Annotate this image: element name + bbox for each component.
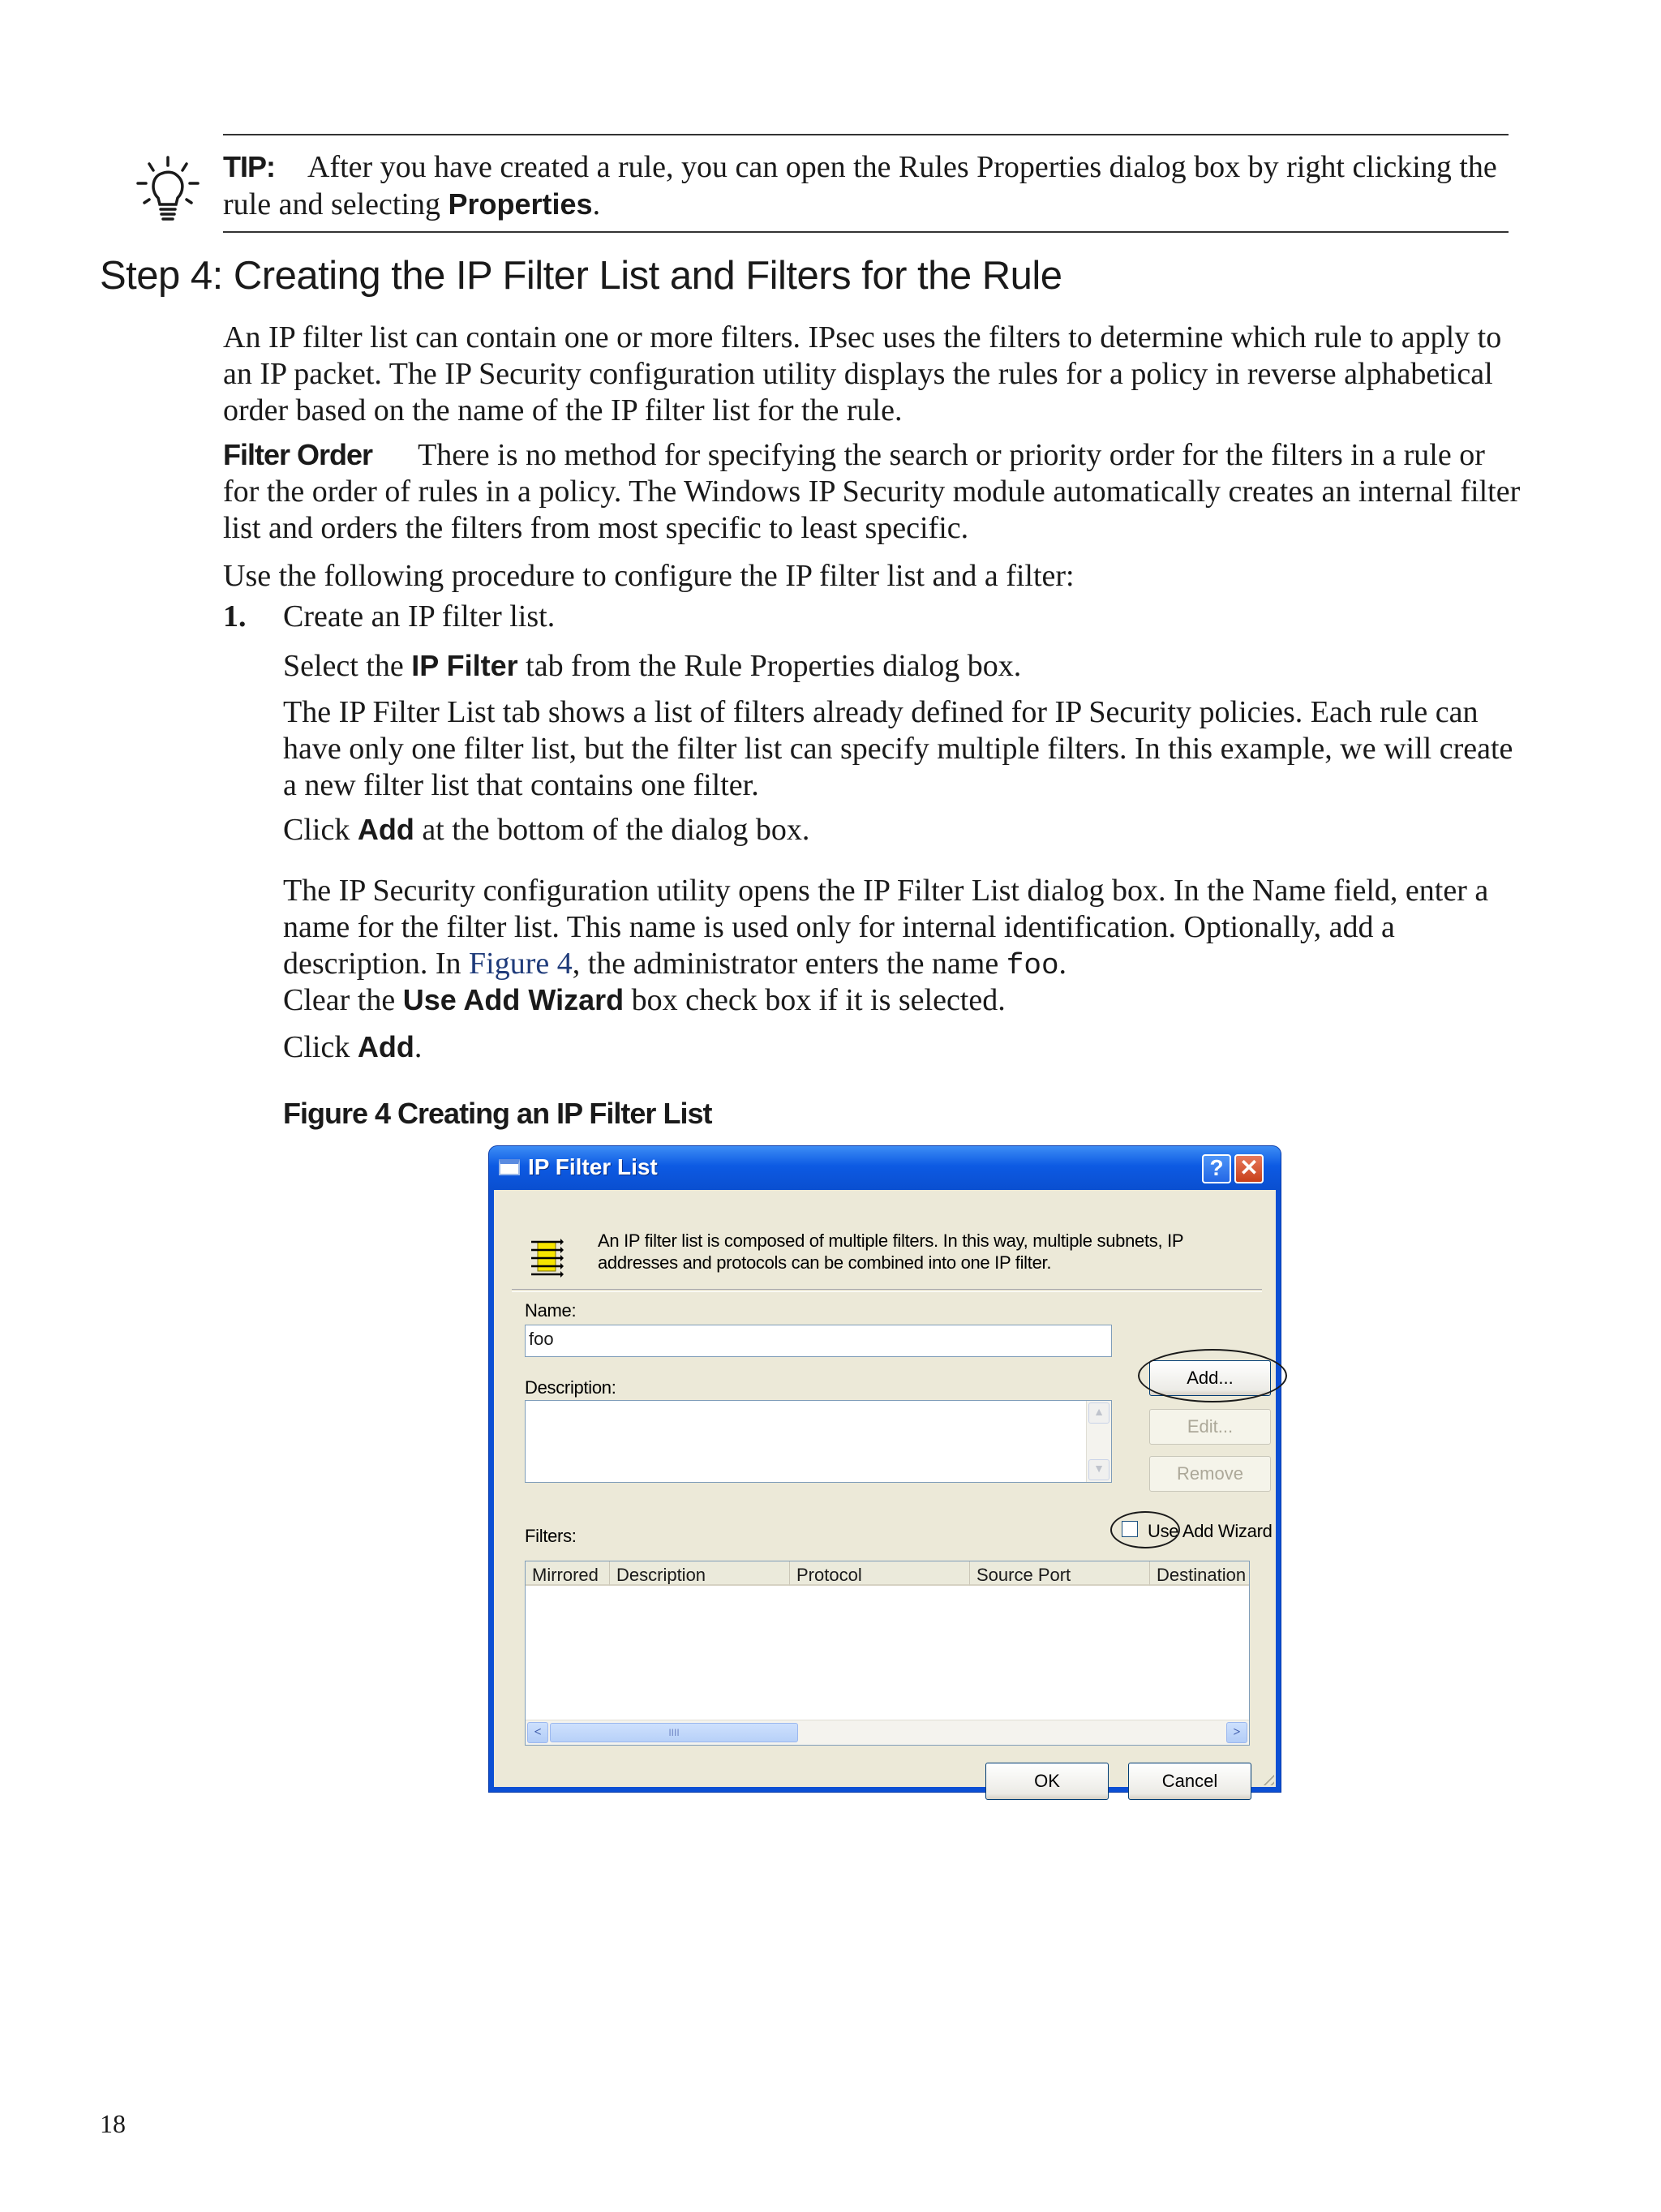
scroll-thumb-grip: IIII xyxy=(668,1727,680,1738)
step-click-add xyxy=(283,811,1516,848)
name-label: Name: xyxy=(525,1300,577,1321)
step-select-tab xyxy=(283,647,1516,685)
tip-bottom-rule xyxy=(223,231,1509,233)
paragraph-filter-order xyxy=(223,436,1521,547)
s5-after: . xyxy=(1058,947,1067,981)
scroll-right-icon[interactable]: > xyxy=(1226,1722,1247,1743)
dialog-title: IP Filter List xyxy=(528,1154,658,1179)
s5-before: The IP Security configuration utility opens the IP Filter List dialog box. In the Name field, enter a name for the filter list. This name is used only for internal identification. Optionally, add a description. In xyxy=(283,874,1489,981)
s4-bold: Add xyxy=(357,813,414,846)
cancel-button[interactable]: Cancel xyxy=(1128,1763,1251,1800)
dialog-titlebar[interactable] xyxy=(489,1146,1281,1190)
s5-code: foo xyxy=(1006,949,1059,982)
step-click-add-final xyxy=(283,1029,1516,1066)
s6-before: Clear the xyxy=(283,983,403,1017)
filters-list[interactable] xyxy=(525,1561,1250,1746)
step-number: 1. xyxy=(223,599,247,634)
s2-bold: IP Filter xyxy=(411,649,518,682)
step-enter-name xyxy=(283,873,1516,984)
figure-link[interactable]: Figure 4 xyxy=(469,947,573,981)
scroll-left-icon[interactable]: < xyxy=(527,1722,548,1743)
tip-text xyxy=(223,148,1509,223)
s4-after: at the bottom of the dialog box. xyxy=(414,813,810,847)
step-title: Create an IP filter list. xyxy=(283,599,556,634)
section-heading: Step 4: Creating the IP Filter List and Filters for the Rule xyxy=(100,254,1062,298)
scroll-thumb[interactable] xyxy=(550,1723,798,1742)
s5-mid: , the administrator enters the name xyxy=(572,947,1006,981)
use-add-wizard-label[interactable]: Use Add Wizard xyxy=(1148,1521,1273,1541)
column-header-protocol[interactable]: Protocol xyxy=(790,1561,970,1586)
tip-label: TIP: xyxy=(223,150,275,183)
remove-button[interactable]: Remove xyxy=(1149,1456,1271,1492)
s4-before: Click xyxy=(283,813,358,847)
dialog-description-line1: An IP filter list is composed of multiple filters. In this way, multiple subnets, IP xyxy=(598,1231,1184,1251)
dialog-description-line2: addresses and protocols can be combined into one IP filter. xyxy=(598,1252,1052,1273)
dialog-separator xyxy=(512,1289,1262,1292)
description-field[interactable] xyxy=(525,1400,1112,1483)
step-clear-wizard xyxy=(283,981,1516,1019)
s6-bold: Use Add Wizard xyxy=(402,983,624,1016)
filters-label: Filters: xyxy=(525,1526,577,1546)
s7-before: Click xyxy=(283,1030,358,1064)
s6-after: box check box if it is selected. xyxy=(624,983,1006,1017)
scroll-down-icon[interactable]: ▼ xyxy=(1088,1459,1109,1480)
s2-after: tab from the Rule Properties dialog box. xyxy=(517,649,1022,683)
tip-top-rule xyxy=(223,134,1509,135)
filters-horizontal-scrollbar[interactable] xyxy=(526,1720,1249,1745)
column-header-mirrored[interactable]: Mirrored xyxy=(526,1561,610,1586)
description-label: Description: xyxy=(525,1377,616,1398)
paragraph-procedure-intro: Use the following procedure to configure the IP filter list and a filter: xyxy=(223,559,1075,593)
tip-body: After you have created a rule, you can open the Rules Properties dialog box by right clicking the rule and selecting xyxy=(223,150,1497,221)
resize-grip-icon[interactable] xyxy=(1260,1771,1274,1785)
column-header-destination[interactable]: Destination xyxy=(1150,1561,1250,1586)
dialog-body xyxy=(494,1190,1276,1791)
wizard-highlight-oval xyxy=(1110,1511,1180,1548)
tip-bold-properties: Properties xyxy=(448,187,593,221)
add-button[interactable]: Add... xyxy=(1149,1360,1271,1396)
ip-filter-list-dialog xyxy=(489,1146,1281,1792)
scroll-up-icon[interactable]: ▲ xyxy=(1088,1402,1109,1424)
s2-before: Select the xyxy=(283,649,412,683)
ok-button[interactable]: OK xyxy=(985,1763,1109,1800)
s7-after: . xyxy=(414,1030,423,1064)
tip-period: . xyxy=(592,187,601,221)
lightbulb-icon xyxy=(136,156,200,224)
edit-button[interactable]: Edit... xyxy=(1149,1409,1271,1445)
window-icon xyxy=(499,1159,520,1175)
filter-order-text: There is no method for specifying the search or priority order for the filters in a rule or for the order of rules in a policy. The Windows IP Security module automatically creates an internal filter list and orders the filters from most specific to least specific. xyxy=(223,438,1521,545)
page-number: 18 xyxy=(100,2109,126,2138)
step-tab-description: The IP Filter List tab shows a list of filters already defined for IP Security policies. Each rule can have only one filter list, but the filter list can specify multiple filters. In this example, we will create a new filter list that contains one filter. xyxy=(283,695,1513,802)
figure-caption: Figure 4 Creating an IP Filter List xyxy=(283,1097,712,1130)
help-button[interactable]: ? xyxy=(1202,1154,1231,1183)
s7-bold: Add xyxy=(357,1030,414,1063)
description-scrollbar[interactable] xyxy=(1086,1401,1111,1482)
add-highlight-oval xyxy=(1138,1349,1287,1402)
column-header-description[interactable]: Description xyxy=(610,1561,790,1586)
column-header-source-port[interactable]: Source Port xyxy=(970,1561,1150,1586)
paragraph-ip-filter-list: An IP filter list can contain one or more filters. IPsec uses the filters to determine which rule to apply to an IP packet. The IP Security configuration utility displays the rules for a policy in reverse alphabetical order based on the name of the IP filter list for the rule. xyxy=(223,320,1502,427)
close-button[interactable]: ✕ xyxy=(1234,1154,1264,1183)
name-field[interactable]: foo xyxy=(525,1325,1112,1357)
filter-order-lead: Filter Order xyxy=(223,438,373,471)
filter-list-icon xyxy=(530,1232,564,1279)
